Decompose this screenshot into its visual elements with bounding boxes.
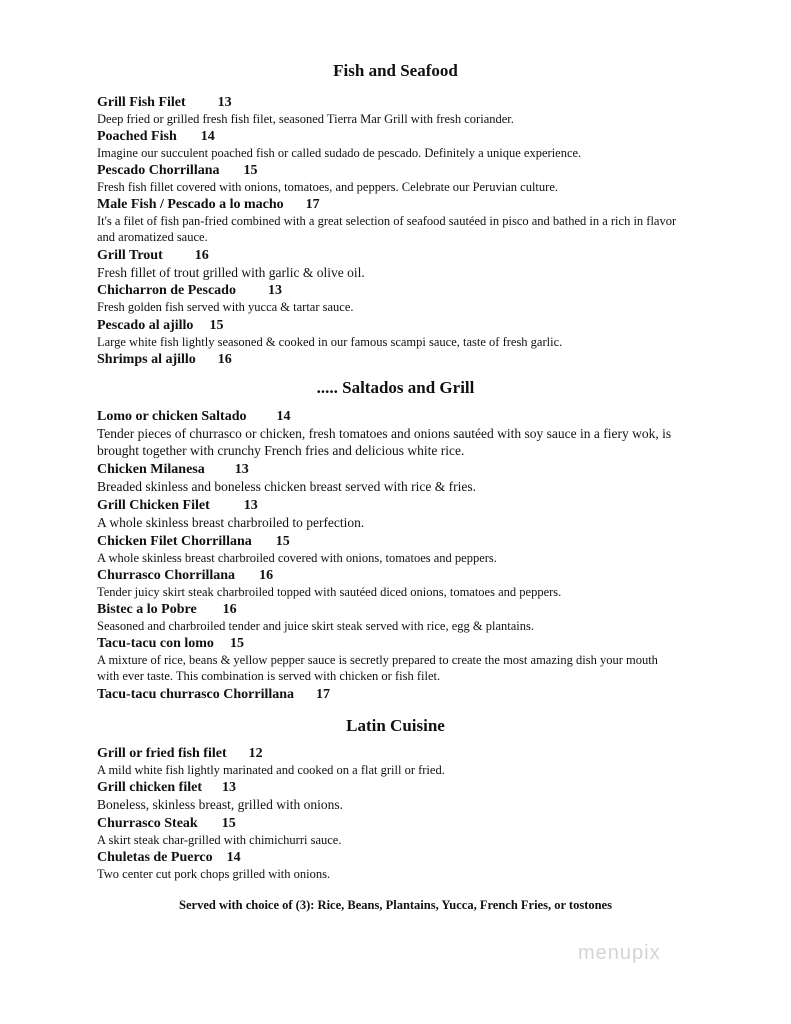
- item-description: Fresh fillet of trout grilled with garlic & olive oil.: [97, 265, 365, 280]
- menupix-watermark: menupix: [578, 942, 661, 964]
- item-price: 17: [305, 197, 320, 212]
- item-name: Tacu-tacu churrasco Chorrillana: [97, 687, 295, 702]
- item-name: Grill chicken filet: [97, 780, 202, 795]
- menu-item: [97, 407, 697, 459]
- item-price: 13: [221, 780, 236, 795]
- section-title-saltados: ..... Saltados and Grill: [316, 378, 475, 397]
- item-description: Tender juicy skirt steak charbroiled topped with sautéed diced onions, tomatoes and peppers.: [97, 585, 562, 599]
- item-name: Pescado Chorrillana: [97, 163, 220, 178]
- item-description: Large white fish lightly seasoned & cooked in our famous scampi sauce, taste of fresh garlic.: [97, 335, 563, 349]
- item-description: Fresh fish fillet covered with onions, tomatoes, and peppers. Celebrate our Peruvian culture.: [97, 180, 558, 194]
- item-price: 15: [221, 816, 236, 831]
- item-price: 16: [222, 602, 237, 617]
- menu-item: [97, 685, 697, 703]
- menu-item: [97, 778, 697, 813]
- section-title-latin: Latin Cuisine: [346, 716, 445, 735]
- item-name: Male Fish / Pescado a lo macho: [97, 197, 284, 212]
- item-description: Seasoned and charbroiled tender and juice skirt steak served with rice, egg & plantains.: [97, 619, 535, 633]
- item-description: Tender pieces of churrasco or chicken, fresh tomatoes and onions sautéed with soy sauce in a fiery wok, is brought together with crunchy French fries and delicious white rice.: [97, 426, 672, 458]
- item-name: Poached Fish: [97, 129, 177, 144]
- item-price: 15: [229, 636, 244, 651]
- item-price: 14: [276, 409, 291, 424]
- item-name: Lomo or chicken Saltado: [97, 409, 247, 424]
- menu-item: [97, 93, 697, 127]
- item-price: 16: [217, 352, 232, 367]
- item-price: 12: [248, 746, 263, 761]
- item-name: Grill Trout: [97, 248, 163, 263]
- item-name: Tacu-tacu con lomo: [97, 636, 214, 651]
- menu-item: [97, 532, 697, 566]
- item-description: A mild white fish lightly marinated and cooked on a flat grill or fried.: [97, 763, 445, 777]
- item-description: A whole skinless breast charbroiled to perfection.: [97, 515, 365, 530]
- item-description: Fresh golden fish served with yucca & tartar sauce.: [97, 300, 354, 314]
- menu-item: [97, 127, 697, 161]
- item-price: 16: [194, 248, 209, 263]
- item-description: It's a filet of fish pan-fried combined with a great selection of seafood sautéed in pisco and bathed in a rich in flavor and aromatized sauce.: [97, 214, 677, 244]
- menu-item: [97, 566, 697, 600]
- item-name: Chuletas de Puerco: [97, 850, 213, 865]
- item-description: Imagine our succulent poached fish or called sudado de pescado. Definitely a unique experience.: [97, 146, 582, 160]
- item-price: 15: [243, 163, 258, 178]
- item-description: Two center cut pork chops grilled with onions.: [97, 867, 331, 881]
- item-name: Chicken Filet Chorrillana: [97, 534, 252, 549]
- item-price: 13: [243, 498, 258, 513]
- menu-item: [97, 350, 697, 368]
- item-price: 14: [226, 850, 241, 865]
- item-price: 13: [217, 95, 232, 110]
- item-price: 14: [200, 129, 215, 144]
- menu-item: [97, 460, 697, 495]
- menu-item: [97, 634, 677, 684]
- item-description: Deep fried or grilled fresh fish filet, seasoned Tierra Mar Grill with fresh coriander.: [97, 112, 514, 126]
- item-price: 13: [234, 462, 249, 477]
- item-name: Chicharron de Pescado: [97, 283, 236, 298]
- menu-item: [97, 281, 697, 315]
- menu-item: [97, 195, 687, 245]
- menu-item: [97, 161, 697, 195]
- menu-item: [97, 600, 697, 634]
- item-name: Grill Fish Filet: [97, 95, 186, 110]
- item-price: 17: [316, 687, 331, 702]
- item-price: 15: [275, 534, 290, 549]
- item-name: Bistec a lo Pobre: [97, 602, 197, 617]
- menu-item: [97, 848, 697, 882]
- item-name: Grill Chicken Filet: [97, 498, 210, 513]
- menu-item: [97, 744, 697, 778]
- item-description: A skirt steak char-grilled with chimichurri sauce.: [97, 833, 342, 847]
- item-name: Churrasco Chorrillana: [97, 568, 236, 583]
- item-price: 13: [267, 283, 282, 298]
- item-price: 15: [209, 318, 224, 333]
- item-name: Grill or fried fish filet: [97, 746, 227, 761]
- menu-item: [97, 246, 697, 281]
- item-description: A mixture of rice, beans & yellow pepper sauce is secretly prepared to create the most amazing dish your mouth with ever taste. This combination is served with chicken or fish filet.: [97, 653, 658, 683]
- item-name: Chicken Milanesa: [97, 462, 205, 477]
- item-price: 16: [259, 568, 274, 583]
- menu-item: [97, 316, 697, 350]
- item-name: Shrimps al ajillo: [97, 352, 196, 367]
- item-description: A whole skinless breast charbroiled covered with onions, tomatoes and peppers.: [97, 551, 497, 565]
- menu-item: [97, 496, 697, 531]
- item-name: Churrasco Steak: [97, 816, 198, 831]
- item-description: Boneless, skinless breast, grilled with onions.: [97, 797, 343, 812]
- item-description: Breaded skinless and boneless chicken breast served with rice & fries.: [97, 479, 477, 494]
- item-name: Pescado al ajillo: [97, 318, 194, 333]
- sides-note: Served with choice of (3): Rice, Beans, Plantains, Yucca, French Fries, or tostones: [179, 898, 612, 912]
- menu-item: [97, 814, 697, 848]
- section-title-fish: Fish and Seafood: [333, 61, 458, 80]
